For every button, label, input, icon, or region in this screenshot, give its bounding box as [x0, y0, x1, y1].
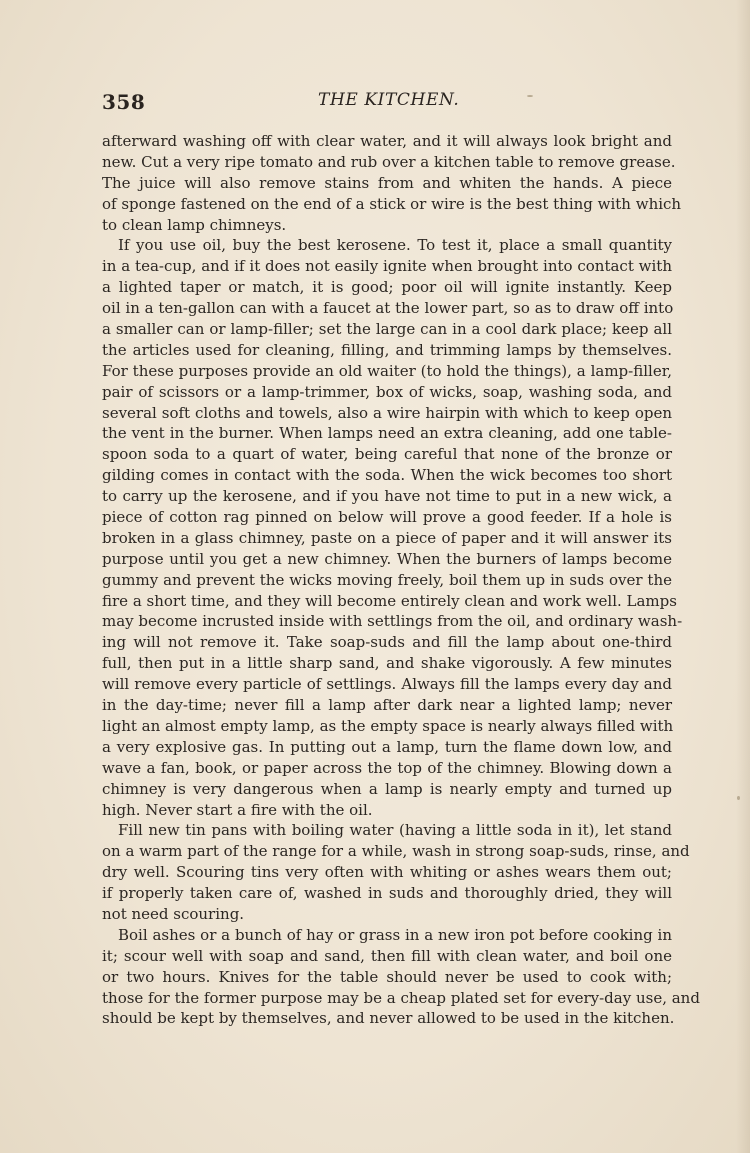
text-line: of sponge fastened on the end of a stick or wire is the best thing with which — [102, 194, 682, 213]
text-line: ing will not remove it. Take soap-suds and fill the lamp about one-third — [102, 633, 672, 652]
text-line: a very explosive gas. In putting out a lamp, turn the flame down low, and — [102, 737, 672, 756]
text-line: high. Never start a fire with the oil. — [102, 800, 373, 819]
text-line: If you use oil, buy the best kerosene. To test it, place a small quantity — [118, 236, 672, 255]
running-head — [102, 88, 672, 116]
text-line: it; scour well with soap and sand, then fill with clean water, and boil one — [102, 946, 672, 965]
text-line: afterward washing off with clear water, and it will always look bright and — [102, 132, 672, 150]
paper-speck — [527, 95, 533, 97]
text-line: pair of scissors or a lamp-trimmer, box of wicks, soap, washing soda, and — [102, 382, 672, 401]
text-line: in the day-time; never fill a lamp after dark near a lighted lamp; never — [102, 696, 672, 715]
text-line: on a warm part of the range for a while, wash in strong soap-suds, rinse, and — [102, 842, 690, 861]
text-line: new. Cut a very ripe tomato and rub over a kitchen table to remove grease. — [102, 152, 676, 171]
text-line: in a tea-cup, and if it does not easily ignite when brought into contact with — [102, 257, 672, 276]
text-line: broken in a glass chimney, paste on a piece of paper and it will answer its — [102, 528, 672, 547]
paragraph — [102, 820, 690, 924]
text-line: to clean lamp chimneys. — [102, 215, 287, 234]
text-line: may become incrusted inside with settlings from the oil, and ordinary wash- — [102, 612, 683, 631]
text-line: should be kept by themselves, and never allowed to be used in the kitchen. — [102, 1009, 675, 1028]
text-line: not need scouring. — [102, 904, 245, 923]
text-line: spoon soda to a quart of water, being careful that none of the bronze or — [102, 445, 672, 464]
text-line: purpose until you get a new chimney. When the burners of lamps become — [102, 549, 672, 568]
paragraph — [102, 131, 682, 235]
text-line: will remove every particle of settlings. Always fill the lamps every day and — [102, 675, 672, 694]
page-edge-shadow — [736, 0, 750, 1153]
text-line: light an almost empty lamp, as the empty space is nearly always filled with — [102, 716, 674, 735]
text-line: gummy and prevent the wicks moving freely, boil them up in suds over the — [102, 570, 672, 589]
text-line: several soft cloths and towels, also a wire hairpin with which to keep open — [102, 403, 672, 422]
text-line: full, then put in a little sharp sand, and shake vigorously. A few minutes — [102, 654, 672, 673]
text-line: gilding comes in contact with the soda. When the wick becomes too short — [102, 466, 672, 485]
paragraph — [102, 235, 683, 820]
text-line: chimney is very dangerous when a lamp is nearly empty and turned up — [102, 779, 672, 798]
paper-speck — [737, 796, 740, 800]
text-line: dry well. Scouring tins very often with whiting or ashes wears them out; — [102, 863, 672, 882]
text-line: Boil ashes or a bunch of hay or grass in a new iron pot before cooking in — [118, 925, 672, 944]
text-line: oil in a ten-gallon can with a faucet at the lower part, so as to draw off into — [102, 299, 674, 318]
text-line: The juice will also remove stains from and whiten the hands. A piece — [102, 173, 672, 192]
text-line: the vent in the burner. When lamps need an extra cleaning, add one table- — [102, 424, 672, 443]
text-line: to carry up the kerosene, and if you have not time to put in a new wick, a — [102, 487, 672, 506]
text-line: a smaller can or lamp-filler; set the large can in a cool dark place; keep all — [102, 320, 672, 339]
text-line: if properly taken care of, washed in suds and thoroughly dried, they will — [102, 884, 672, 903]
text-line: fire a short time, and they will become entirely clean and work well. Lamps — [102, 591, 677, 610]
paragraph — [102, 925, 700, 1029]
text-line: a lighted taper or match, it is good; poor oil will ignite instantly. Keep — [102, 278, 672, 297]
text-line: wave a fan, book, or paper across the top of the chimney. Blowing down a — [102, 758, 672, 777]
body-text — [102, 131, 700, 1029]
text-line: Fill new tin pans with boiling water (having a little soda in it), let stand — [118, 821, 672, 840]
text-line: or two hours. Knives for the table should never be used to cook with; — [102, 967, 672, 986]
text-line: those for the former purpose may be a cheap plated set for every-day use, and — [102, 988, 700, 1007]
page-number: 358 — [102, 90, 146, 114]
text-line: piece of cotton rag pinned on below will prove a good feeder. If a hole is — [102, 508, 672, 527]
text-line: the articles used for cleaning, filling, and trimming lamps by themselves. — [102, 340, 672, 359]
running-title: THE KITCHEN. — [318, 90, 460, 110]
text-line: For these purposes provide an old waiter (to hold the things), a lamp-filler, — [102, 361, 672, 380]
